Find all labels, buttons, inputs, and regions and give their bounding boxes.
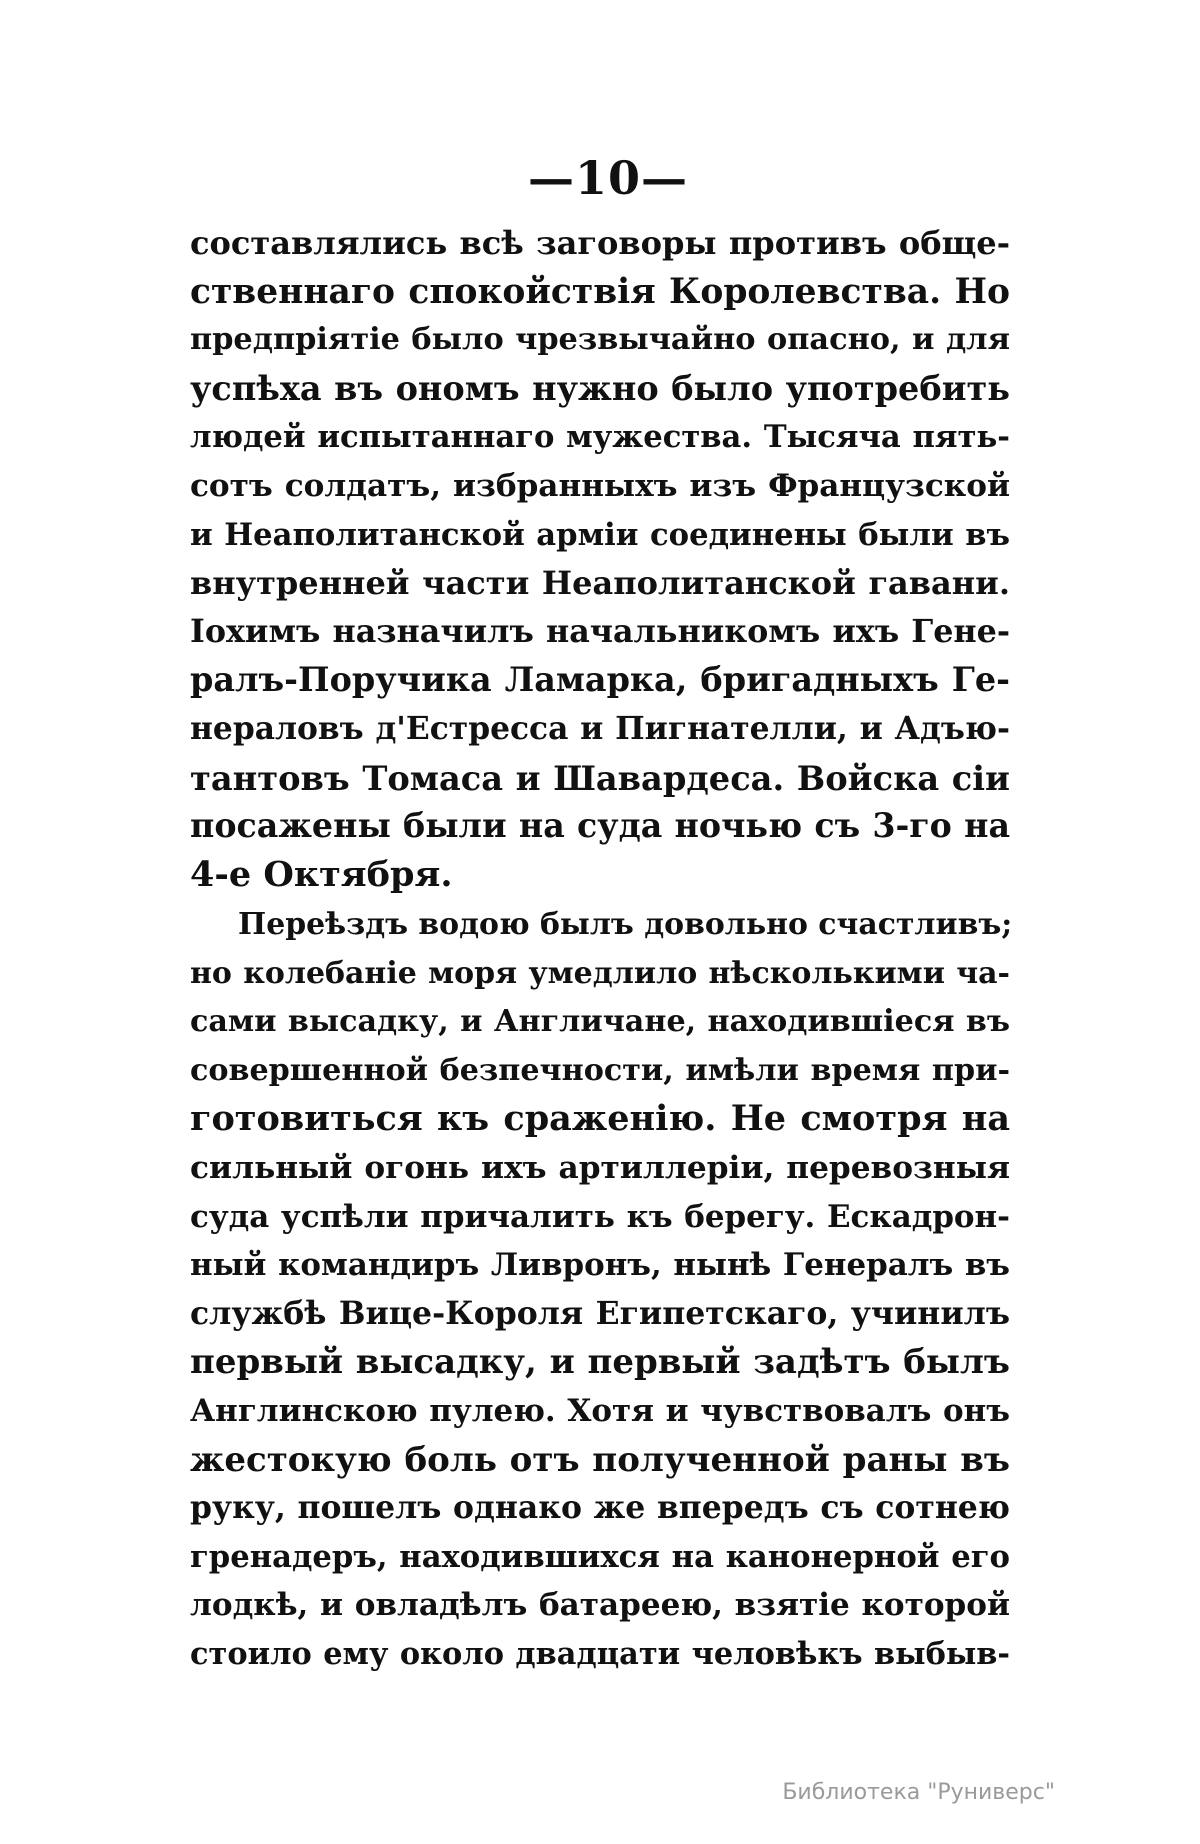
text-line: совершенной безпечности, имѣли время при- <box>190 1052 1010 1088</box>
paragraph-1 <box>190 219 1010 899</box>
text-line: людей испытаннаго мужества. Тысяча пять- <box>190 419 1010 456</box>
text-line: сами высадку, и Англичане, находившіеся въ <box>190 1004 1010 1040</box>
text-line: стоило ему около двадцати человѣкъ выбыв- <box>190 1635 1010 1672</box>
text-line: успѣха въ ономъ нужно было употребить <box>190 368 1010 408</box>
text-line: суда успѣли причалить къ берегу. Ескадрон- <box>190 1198 1010 1235</box>
text-line: Іохимъ назначилъ начальникомъ ихъ Гене- <box>190 612 1010 650</box>
text-line: сотъ солдатъ, избранныхъ изъ Французской <box>190 467 1010 504</box>
text-line: посажены были на суда ночью съ 3-го на <box>190 806 1010 846</box>
text-line: предпріятіе было чрезвычайно опасно, и для <box>190 322 1010 358</box>
text-line: но колебаніе моря умедлило нѣсколькими ча- <box>190 955 1010 991</box>
text-line: жестокую боль отъ полученной раны въ <box>190 1439 1010 1480</box>
text-line: нераловъ д'Естресса и Пигнателли, и Адъю- <box>190 710 1010 747</box>
text-line: тантовъ Томаса и Шавардеса. Войска сіи <box>190 757 1010 798</box>
text-line: службѣ Вице-Короля Египетскаго, учинилъ <box>190 1294 1010 1332</box>
text-line: гренадеръ, находившихся на канонерной его <box>190 1538 1010 1575</box>
paragraph-2 <box>190 901 1013 1679</box>
text-line: внутренней части Неаполитанской гавани. <box>190 564 1010 603</box>
text-line: Переѣздъ водою былъ довольно счастливъ; <box>238 907 1013 942</box>
text-line: сильный огонь ихъ артиллеріи, перевозныя <box>190 1149 1010 1186</box>
text-line: ный командиръ Ливронъ, нынѣ Генералъ въ <box>190 1247 1010 1284</box>
text-line: ралъ-Поручика Ламарка, бригадныхъ Ге- <box>190 660 1010 700</box>
text-line: составлялись всѣ заговоры противъ обще- <box>190 224 1010 262</box>
text-line: первый высадку, и первый задѣтъ былъ <box>190 1342 1010 1383</box>
text-line: и Неаполитанской арміи соединены были въ <box>190 516 1010 553</box>
text-line: Англинскою пулею. Хотя и чувствовалъ онъ <box>190 1392 1010 1429</box>
text-line: руку, пошелъ однако же впередъ съ сотнею <box>190 1489 1010 1527</box>
library-watermark: Библиотека "Руниверс" <box>782 1780 1055 1805</box>
text-line: 4-е Октября. <box>190 853 453 895</box>
text-line: лодкѣ, и овладѣлъ батареею, взятіе которой <box>190 1587 1010 1624</box>
text-line: готовиться къ сраженію. Не смотря на <box>190 1098 1010 1140</box>
text-line: ственнаго спокойствія Королевства. Но <box>190 271 1010 312</box>
page-number: —10— <box>527 151 688 205</box>
